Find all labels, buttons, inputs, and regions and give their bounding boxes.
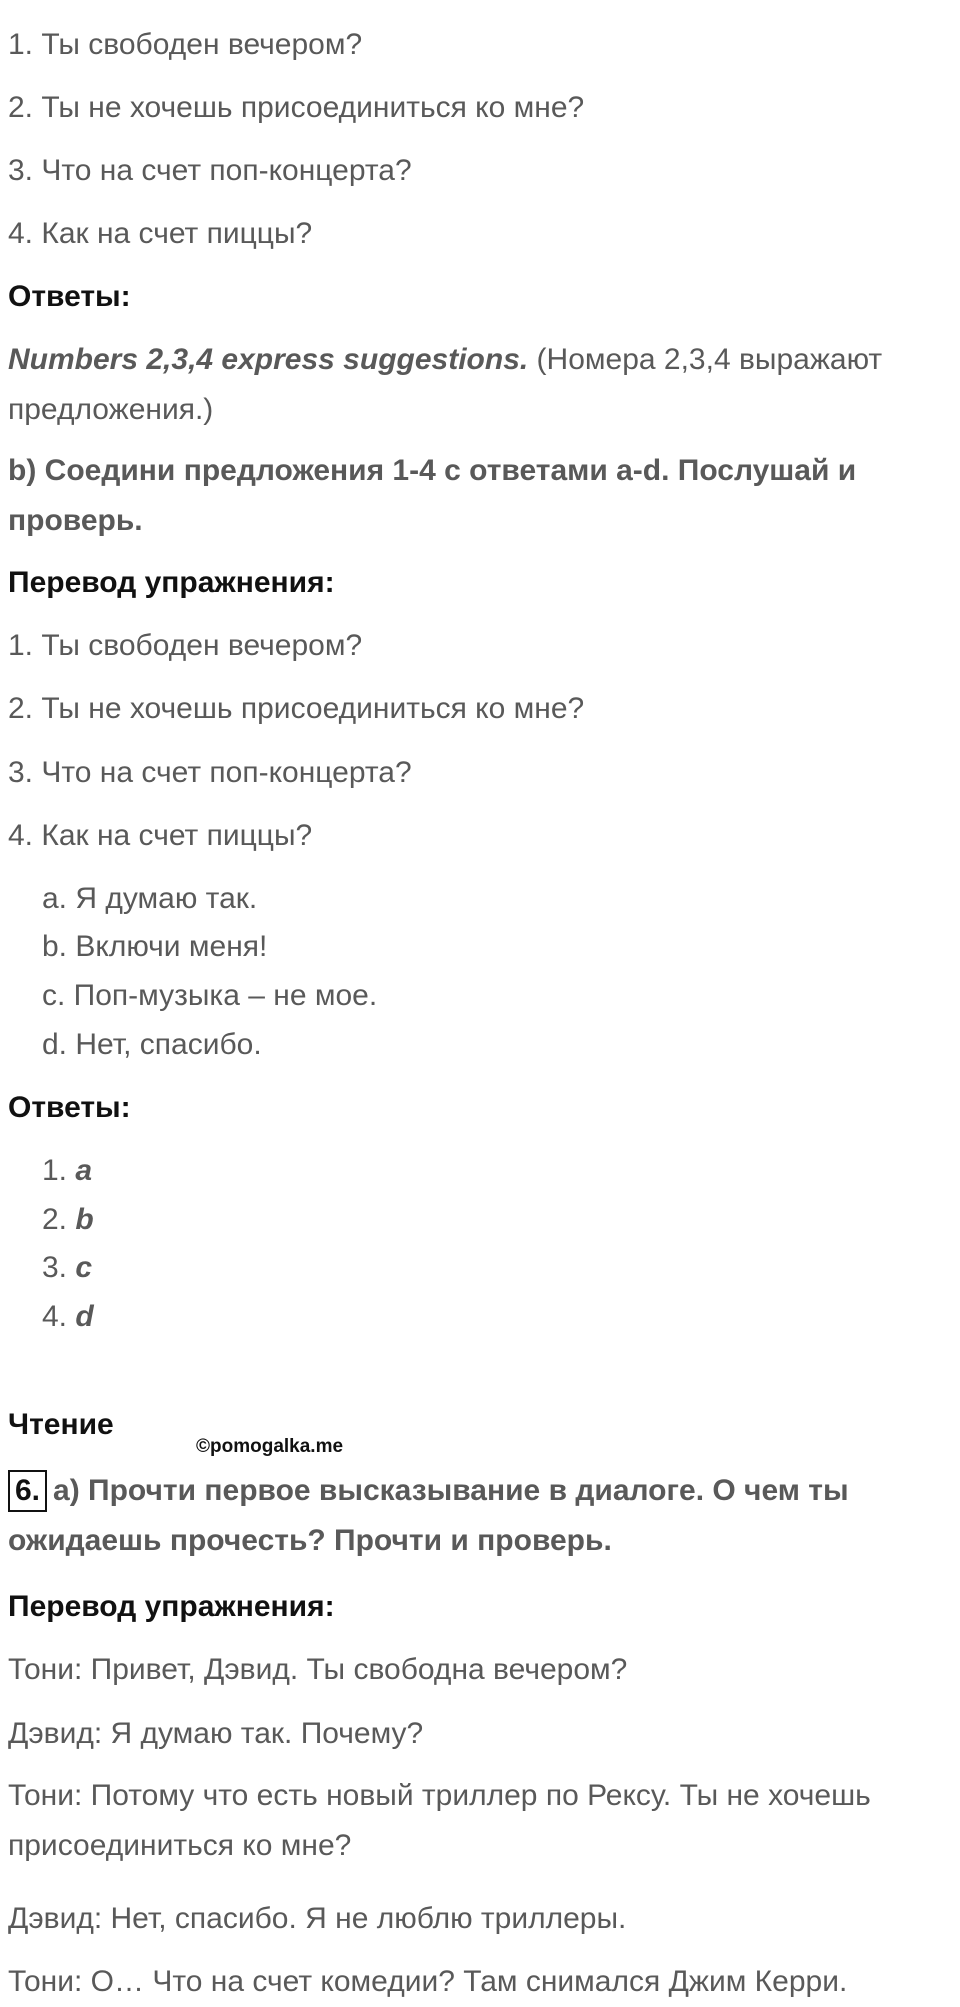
- answer-item: 3. c: [42, 1251, 93, 1284]
- answers-text: [8, 335, 948, 435]
- list-item: 3. Что на счет поп-концерта?: [8, 756, 412, 789]
- answer-item: 4. d: [42, 1300, 94, 1333]
- option-item: d. Нет, спасибо.: [42, 1028, 262, 1061]
- dialogue-line: Тони: О… Что на счет комедии? Там снимался Джим Керри.: [8, 1965, 848, 1998]
- list-item: 4. Как на счет пиццы?: [8, 819, 313, 852]
- answer-item: 2. b: [42, 1203, 94, 1236]
- option-item: a. Я думаю так.: [42, 882, 258, 915]
- answers-rest: (Номера 2,3,4 выражают предложения.): [8, 343, 883, 426]
- option-item: c. Поп-музыка – не мое.: [42, 979, 378, 1012]
- reading-heading: Чтение: [8, 1408, 114, 1441]
- option-item: b. Включи меня!: [42, 930, 268, 963]
- exercise-text: a) Прочти первое высказывание в диалоге. О чем ты ожидаешь прочесть? Прочти и проверь.: [8, 1474, 849, 1557]
- list-item: 1. Ты свободен вечером?: [8, 28, 363, 61]
- dialogue-line: Тони: Потому что есть новый триллер по Рексу. Ты не хочешь присоединиться ко мне?: [8, 1779, 871, 1862]
- exercise-number: 6.: [8, 1470, 47, 1512]
- translation-heading: Перевод упражнения:: [8, 566, 335, 599]
- answers-heading: Ответы:: [8, 1091, 131, 1124]
- answers-bold: Numbers 2,3,4 express suggestions.: [8, 343, 529, 376]
- list-item: 2. Ты не хочешь присоединиться ко мне?: [8, 692, 585, 725]
- answer-item: 1. a: [42, 1154, 93, 1187]
- list-item: 2. Ты не хочешь присоединиться ко мне?: [8, 91, 585, 124]
- dialogue-line: Дэвид: Нет, спасибо. Я не люблю триллеры.: [8, 1902, 627, 1935]
- exercise-6: [8, 1466, 948, 1566]
- dialogue-line: Тони: Привет, Дэвид. Ты свободна вечером?: [8, 1653, 628, 1686]
- answers-heading: Ответы:: [8, 280, 131, 313]
- watermark: ©pomogalka.me: [196, 1436, 344, 1457]
- task-b: b) Соедини предложения 1-4 с ответами a-d. Послушай и проверь.: [8, 454, 857, 537]
- list-item: 4. Как на счет пиццы?: [8, 217, 313, 250]
- translation-heading: Перевод упражнения:: [8, 1590, 335, 1623]
- list-item: 3. Что на счет поп-концерта?: [8, 154, 412, 187]
- dialogue-line: Дэвид: Я думаю так. Почему?: [8, 1717, 424, 1750]
- list-item: 1. Ты свободен вечером?: [8, 629, 363, 662]
